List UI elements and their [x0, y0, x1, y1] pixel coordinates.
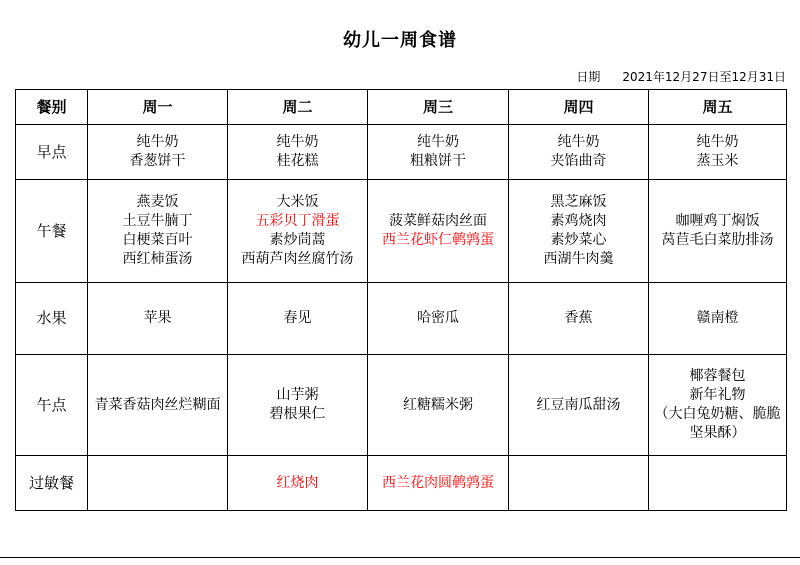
menu-cell-allergy-fri	[649, 456, 787, 511]
menu-cell-snack-thu	[509, 355, 649, 456]
menu-cell-snack-fri	[649, 355, 787, 456]
dish-line: 黑芝麻饭	[550, 194, 607, 210]
dish-line: 土豆牛腩丁	[122, 213, 193, 229]
dish-line: 菠菜鲜菇肉丝面	[389, 213, 487, 229]
page-bottom-rule	[0, 557, 800, 558]
header-day-thu: 周四	[509, 90, 649, 125]
menu-cell-allergy-mon	[88, 456, 228, 511]
menu-cell-fruit-fri	[649, 283, 787, 355]
menu-cell-snack-wed	[368, 355, 509, 456]
date-range: 2021年12月27日至12月31日	[622, 70, 786, 84]
dish-line: 苹果	[143, 310, 172, 326]
date-line	[576, 68, 786, 85]
dish-line: 素鸡烧肉	[550, 213, 607, 229]
menu-cell-fruit-thu	[509, 283, 649, 355]
menu-cell-allergy-wed	[368, 456, 509, 511]
menu-cell-snack-mon	[88, 355, 228, 456]
row-snack	[16, 355, 787, 456]
dish-line: 赣南橙	[696, 310, 739, 326]
dish-line: 莴苣毛白菜肋排汤	[661, 232, 774, 248]
dish-line: 燕麦饭	[136, 194, 179, 210]
row-label-lunch: 午餐	[16, 180, 88, 283]
dish-line: 纯牛奶	[136, 134, 179, 150]
row-breakfast	[16, 125, 787, 180]
row-allergy	[16, 456, 787, 511]
menu-cell-breakfast-wed	[368, 125, 509, 180]
dish-line: 春见	[283, 310, 312, 326]
dish-line: 西兰花虾仁鹌鹑蛋	[382, 232, 494, 248]
header-row	[16, 90, 787, 125]
menu-cell-breakfast-fri	[649, 125, 787, 180]
dish-line: 夹馅曲奇	[550, 153, 607, 169]
dish-line: 香葱饼干	[129, 153, 186, 169]
dish-line: （大白兔奶糖、脆脆坚果酥）	[654, 406, 781, 441]
menu-cell-breakfast-tue	[228, 125, 368, 180]
dish-line: 白梗菜百叶	[122, 232, 193, 248]
dish-line: 西葫芦肉丝腐竹汤	[241, 251, 354, 267]
menu-cell-allergy-thu	[509, 456, 649, 511]
dish-line: 纯牛奶	[276, 134, 319, 150]
dish-line: 山芋粥	[276, 387, 319, 403]
dish-line: 哈密瓜	[417, 310, 459, 326]
dish-line: 桂花糕	[276, 153, 319, 169]
dish-line: 纯牛奶	[417, 134, 459, 150]
row-label-snack: 午点	[16, 355, 88, 456]
dish-line: 碧根果仁	[269, 406, 326, 422]
dish-line: 西兰花肉圆鹌鹑蛋	[382, 474, 494, 491]
dish-line: 五彩贝丁滑蛋	[255, 213, 340, 229]
menu-cell-snack-tue	[228, 355, 368, 456]
dish-line: 大米饭	[276, 194, 319, 210]
row-lunch	[16, 180, 787, 283]
menu-cell-fruit-wed	[368, 283, 509, 355]
dish-line: 红豆南瓜甜汤	[536, 396, 621, 413]
dish-line: 红糖糯米粥	[403, 396, 473, 413]
menu-cell-breakfast-mon	[88, 125, 228, 180]
menu-cell-lunch-tue	[228, 180, 368, 283]
dish-line: 西湖牛肉羹	[543, 251, 614, 267]
date-label: 日期	[576, 70, 601, 84]
dish-line: 粗粮饼干	[410, 153, 466, 169]
menu-cell-lunch-thu	[509, 180, 649, 283]
dish-line: 纯牛奶	[557, 134, 600, 150]
menu-cell-allergy-tue	[228, 456, 368, 511]
header-day-wed: 周三	[368, 90, 509, 125]
weekly-menu-table	[15, 89, 787, 511]
dish-line: 素炒菜心	[550, 232, 607, 248]
dish-line: 青菜香菇肉丝烂糊面	[94, 396, 221, 413]
menu-cell-lunch-mon	[88, 180, 228, 283]
menu-cell-fruit-tue	[228, 283, 368, 355]
row-label-fruit: 水果	[16, 283, 88, 355]
dish-line: 纯牛奶	[696, 134, 739, 150]
dish-line: 香蕉	[564, 310, 593, 326]
dish-line: 蒸玉米	[696, 153, 739, 169]
header-corner: 餐别	[16, 90, 88, 125]
dish-line: 素炒茼蒿	[269, 232, 326, 248]
menu-cell-lunch-fri	[649, 180, 787, 283]
row-label-allergy: 过敏餐	[16, 456, 88, 511]
dish-line: 西红柿蛋汤	[122, 251, 193, 267]
dish-line: 咖喱鸡丁焖饭	[675, 213, 760, 229]
menu-cell-fruit-mon	[88, 283, 228, 355]
header-day-tue: 周二	[228, 90, 368, 125]
dish-line: 新年礼物	[689, 387, 746, 403]
row-label-breakfast: 早点	[16, 125, 88, 180]
dish-line: 椰蓉餐包	[689, 368, 746, 384]
header-day-fri: 周五	[649, 90, 787, 125]
dish-line: 红烧肉	[276, 474, 319, 491]
header-day-mon: 周一	[88, 90, 228, 125]
row-fruit	[16, 283, 787, 355]
menu-cell-breakfast-thu	[509, 125, 649, 180]
page-title: 幼儿一周食谱	[343, 30, 457, 51]
menu-cell-lunch-wed	[368, 180, 509, 283]
